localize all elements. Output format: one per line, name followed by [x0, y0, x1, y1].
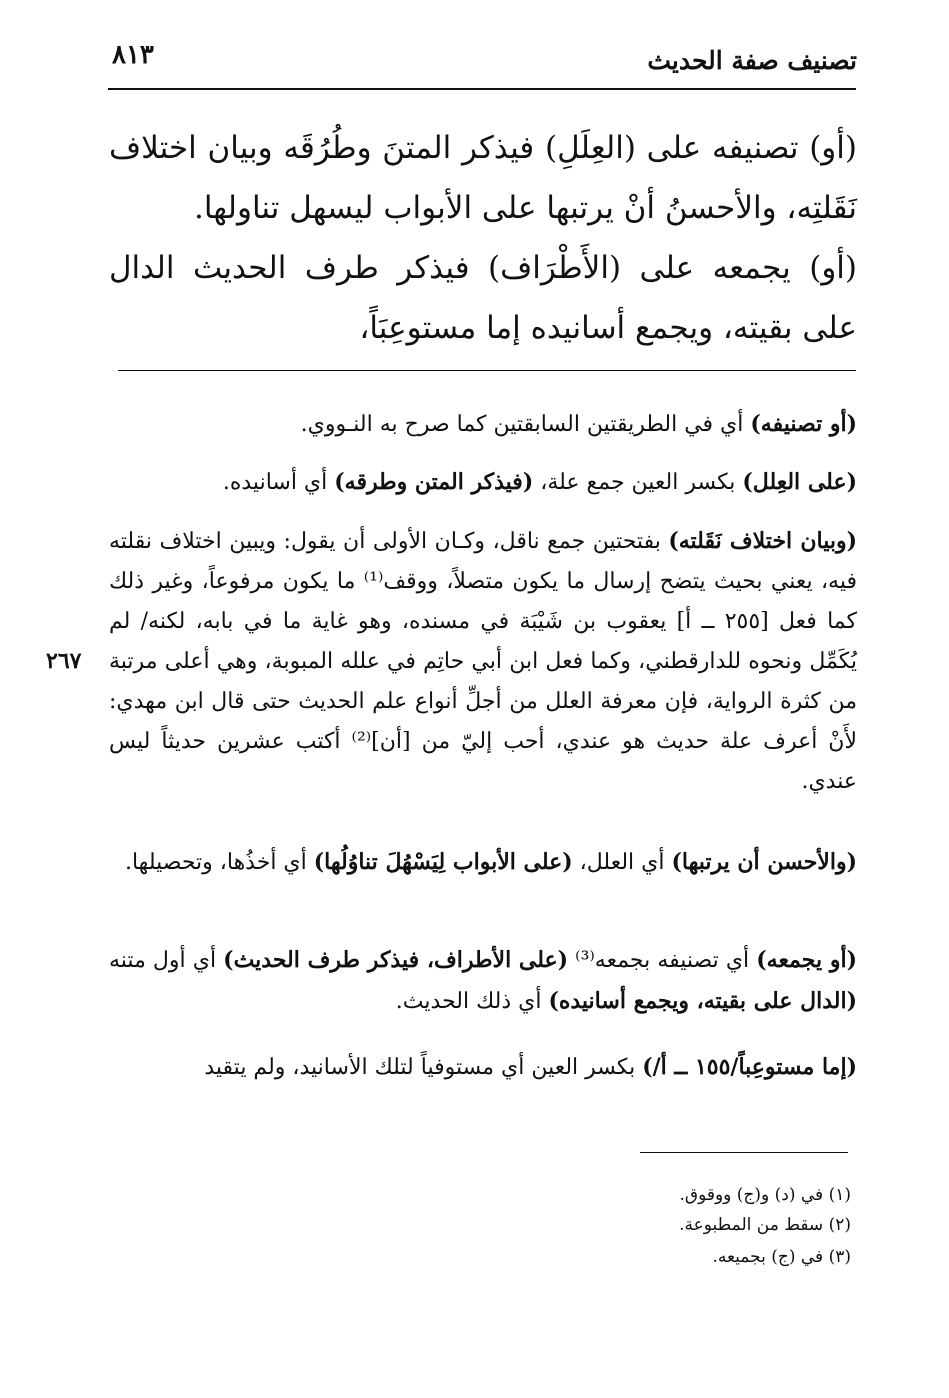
quoted-lemma: (إما مستوعِباً/١٥٥ ــ أ/) [642, 1054, 857, 1080]
footnote-3: (٣) في (ج) بجميعه. [712, 1247, 851, 1267]
footnote-1: (١) في (د) و(ج) ووقوق. [679, 1185, 851, 1205]
commentary-text: بفتحتين جمع ناقل، وكـان الأولى أن يقول: ويبين اختلاف نقلته فيه، يعني بحيث يتضح إرسال ما يكون متصلاً، ووقف⁽¹⁾ ما يكون مرفوعاً، وغير ذلك كما فعل [٢٥٥ ــ أ] يعقوب بن شَيْبَة في مسنده، وهو غاية ما في بابه، لكنه/ لم يُكَمِّل ونحوه للدارقطني، وكما فعل ابن أبي حاتِم في علله المبوبة، وهي أعلى مرتبة من كثرة الرواية، فإن معرفة العلل من أجلِّ أنواع علم الحديث حتى قال ابن مهدي: لأَنْ أعرف علة حديث هو عندي، أحب إليّ من [أن]⁽²⁾ أكتب عشرين حديثاً ليس عندي. [109, 529, 858, 794]
sharh-paragraph-5 [109, 940, 857, 1022]
sharh-paragraph-3 [109, 521, 857, 802]
quoted-lemma: (وبيان اختلاف نَقَلته) [668, 528, 857, 554]
quoted-lemma: (والأحسن أن يرتبها) [671, 849, 857, 875]
matn-separator-rule [118, 370, 856, 371]
header-rule [108, 88, 856, 90]
margin-manuscript-number: ٢٦٧ [46, 648, 82, 674]
sharh-paragraph-4 [109, 842, 857, 883]
quoted-lemma: (أو تصنيفه) [750, 411, 857, 437]
commentary-text: بكسر العين جمع علة، [533, 470, 743, 495]
matn-paragraph-1: (أو) تصنيفه على (العِلَلِ) فيذكر المتنَ وطُرُقَه وبيان اختلاف نَقَلتِه، والأحسنُ أنْ يرتبها على الأبواب ليسهل تناولها. [109, 130, 857, 226]
matn-paragraph-2: (أو) يجمعه على (الأَطْرَاف) فيذكر طرف الحديث الدال على بقيته، ويجمع أسانيده إما مستوعِبَاً، [109, 250, 857, 346]
quoted-lemma: (على الأبواب لِيَسْهُلَ تناوُلُها) [313, 849, 573, 875]
commentary-text: أي ذلك الحديث. [395, 989, 549, 1014]
commentary-text: أي أسانيده. [222, 470, 335, 495]
commentary-text: أي أول متنه [109, 948, 224, 973]
page-number: ٨١٣ [112, 40, 154, 70]
commentary-text: أي في الطريقتين السابقتين كما صرح به النـووي. [300, 412, 751, 437]
quoted-lemma: (على العِلل) [742, 469, 857, 495]
commentary-text: أي أخذُها، وتحصيلها. [124, 850, 314, 875]
sharh-paragraph-1 [109, 404, 857, 445]
quoted-lemma: (فيذكر المتن وطرقه) [334, 469, 534, 495]
running-header-title: تصنيف صفة الحديث [647, 46, 857, 75]
commentary-text: أي تصنيفه بجمعه⁽³⁾ [568, 948, 757, 973]
quoted-lemma: (على الأطراف، فيذكر طرف الحديث) [223, 947, 569, 973]
footnote-2: (٢) سقط من المطبوعة. [679, 1215, 851, 1235]
commentary-text: أي العلل، [572, 850, 672, 875]
sharh-paragraph-2 [109, 462, 857, 503]
commentary-text: بكسر العين أي مستوفياً لتلك الأسانيد، ولم يتقيد [204, 1055, 643, 1080]
quoted-lemma: (أو يجمعه) [756, 947, 857, 973]
footnote-rule [640, 1152, 848, 1153]
sharh-paragraph-6 [109, 1047, 857, 1088]
quoted-lemma: (الدال على بقيته، ويجمع أسانيده) [548, 988, 857, 1014]
